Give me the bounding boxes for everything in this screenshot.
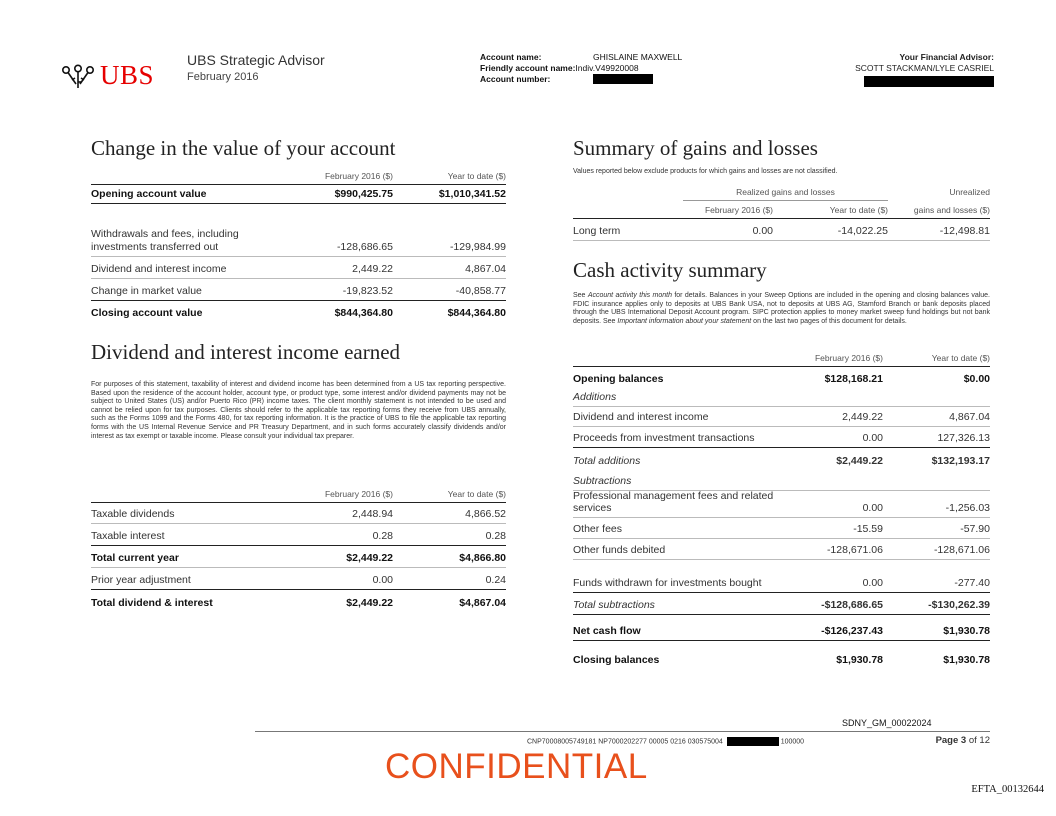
account-number-redaction (593, 74, 653, 84)
financial-advisor (855, 52, 994, 90)
code-redaction (727, 737, 779, 746)
advisor-name: SCOTT STACKMAN/LYLE CASRIEL (855, 63, 994, 73)
statement-month: February 2016 (187, 71, 259, 83)
account-number-label: Account number: (480, 74, 551, 84)
friendly-name: Indiv.V49920008 (575, 63, 639, 73)
additions-label: Additions (573, 391, 617, 403)
change-value-table (91, 168, 506, 322)
table-row: Net cash flow -$126,237.43 $1,930.78 (573, 615, 990, 641)
ubs-keys-logo-icon (60, 64, 96, 90)
statement-title: UBS Strategic Advisor (187, 52, 325, 68)
table-row: Closing account value $844,364.80 $844,364.80 (91, 307, 506, 319)
table-row: Opening balances $128,168.21 $0.00 (573, 366, 990, 388)
friendly-name-label: Friendly account name: (480, 63, 576, 73)
confidential-stamp: CONFIDENTIAL (385, 747, 648, 786)
table-row: Total additions $2,449.22 $132,193.17 (573, 455, 990, 467)
cash-table: February 2016 ($) Year to date ($) Opening balances $128,168.21 $0.00 Additions Dividend and interest income 2,449.22 4,867.04 Proceeds from investment transactions 0.00 127,326.13 Total additions $2,449.22 $132,193.17 Subtractions Professional management fees and related services 0.00 -1,256.03 Other fees -15.59 -57.90 Other funds debited -128,671.06 -128,671.06 Funds withdrawn for investments bought 0.00 -277.40 Total subtractions -$128,686.65 -$130,262.39 Net cash flow -$126,237.43 $1,930.78 Closing balances $1,930.78 $1,930.78 (573, 350, 990, 669)
dividend-note: For purposes of this statement, taxability of interest and dividend income has been determined from a US tax reporting perspective. Based upon the residence of the account holder, account type, or product type, some interest and/or dividend payments may not be subject to United States (US) and/or Puerto Rico (PR) income taxes. The client monthly statement is not intended to be used and cannot be relied upon for tax purposes. Clients should refer to the applicable tax reporting forms they receive from UBS annually, such as the Forms 1099 and the Forms 480, for tax reporting information. It is the practice of UBS to file the applicable tax reporting forms with the US Internal Revenue Service and PR Treasury Department, and in such forms accurately classify dividends and/or interest as tax exempt or taxable income. Please consult your individual tax preparer. (91, 381, 506, 440)
change-value-title: Change in the value of your account (91, 136, 396, 160)
cash-title: Cash activity summary (573, 258, 767, 282)
efta-number: EFTA_00132644 (971, 784, 1044, 795)
ubs-wordmark: UBS (100, 60, 155, 90)
gains-title: Summary of gains and losses (573, 136, 818, 160)
account-info (480, 52, 682, 85)
table-row: Taxable dividends 2,448.94 4,866.52 (91, 502, 506, 524)
table-row: Funds withdrawn for investments bought 0.00 -277.40 (573, 560, 990, 593)
dividend-table (91, 486, 506, 612)
advisor-label: Your Financial Advisor: (899, 52, 994, 62)
col-month: February 2016 ($) (324, 171, 393, 181)
subtractions-label: Subtractions (573, 475, 632, 487)
dividend-header: February 2016 ($) Year to date ($) (324, 489, 506, 499)
table-row: Opening account value $990,425.75 $1,010,341.52 (91, 184, 506, 204)
cash-note: See Account activity this month for details. Balances in your Sweep Options are included in the opening and closing balances value. FDIC insurance applies only to deposits at UBS Bank USA, not to deposits at UBS AG, Stamford Branch or bank deposits placed through the UBS International Deposit Account program. SIPC protection applies to money market sweep fund holdings but not bank deposits. See Important information about your statement on the last two pages of this document for details. (573, 292, 991, 325)
table-row: Prior year adjustment 0.00 0.24 (91, 568, 506, 590)
unrealized-label: Unrealized (949, 187, 990, 197)
table-row: Total subtractions -$128,686.65 -$130,262.39 (573, 593, 990, 615)
table-row: Other funds debited -128,671.06 -128,671.06 (573, 539, 990, 560)
realized-label: Realized gains and losses (683, 184, 888, 201)
gains-table: Realized gains and losses Unrealized February 2016 ($) Year to date ($) gains and losses ($) Long term 0.00 -14,022.25 -12,498.81 (573, 183, 990, 241)
bates-number: SDNY_GM_00022024 (842, 718, 932, 728)
table-row: Other fees -15.59 -57.90 (573, 518, 990, 539)
table-row: Professional management fees and related services 0.00 -1,256.03 (573, 490, 990, 518)
account-name-label: Account name: (480, 52, 542, 62)
account-name: GHISLAINE MAXWELL (593, 52, 683, 62)
table-row: Dividend and interest income 2,449.22 4,867.04 (91, 257, 506, 279)
table-row: Total current year $2,449.22 $4,866.80 (91, 546, 506, 568)
gains-note: Values reported below exclude products for which gains and losses are not classified. (573, 168, 838, 175)
document-code: CNP70008005749181 NP7000202277 00005 0216 030575004 100000 (527, 738, 805, 746)
footer-divider (255, 731, 990, 732)
advisor-redaction (864, 76, 994, 87)
table-row: Proceeds from investment transactions 0.00 127,326.13 (573, 427, 990, 448)
change-value-header (91, 168, 506, 184)
page-indicator: Page 3 of 12 (935, 735, 990, 746)
dividend-title: Dividend and interest income earned (91, 340, 401, 364)
table-row: Closing balances $1,930.78 $1,930.78 (573, 654, 990, 666)
table-row: Total dividend & interest $2,449.22 $4,867.04 (91, 597, 506, 609)
table-row: Withdrawals and fees, including investments transferred out -128,686.65 -129,984.99 (91, 204, 506, 257)
table-row: Dividend and interest income 2,449.22 4,867.04 (573, 406, 990, 427)
table-row: Change in market value -19,823.52 -40,858.77 (91, 279, 506, 301)
col-ytd: Year to date ($) (447, 171, 506, 181)
table-row: Taxable interest 0.28 0.28 (91, 524, 506, 546)
table-row: Long term 0.00 -14,022.25 -12,498.81 (573, 219, 990, 241)
